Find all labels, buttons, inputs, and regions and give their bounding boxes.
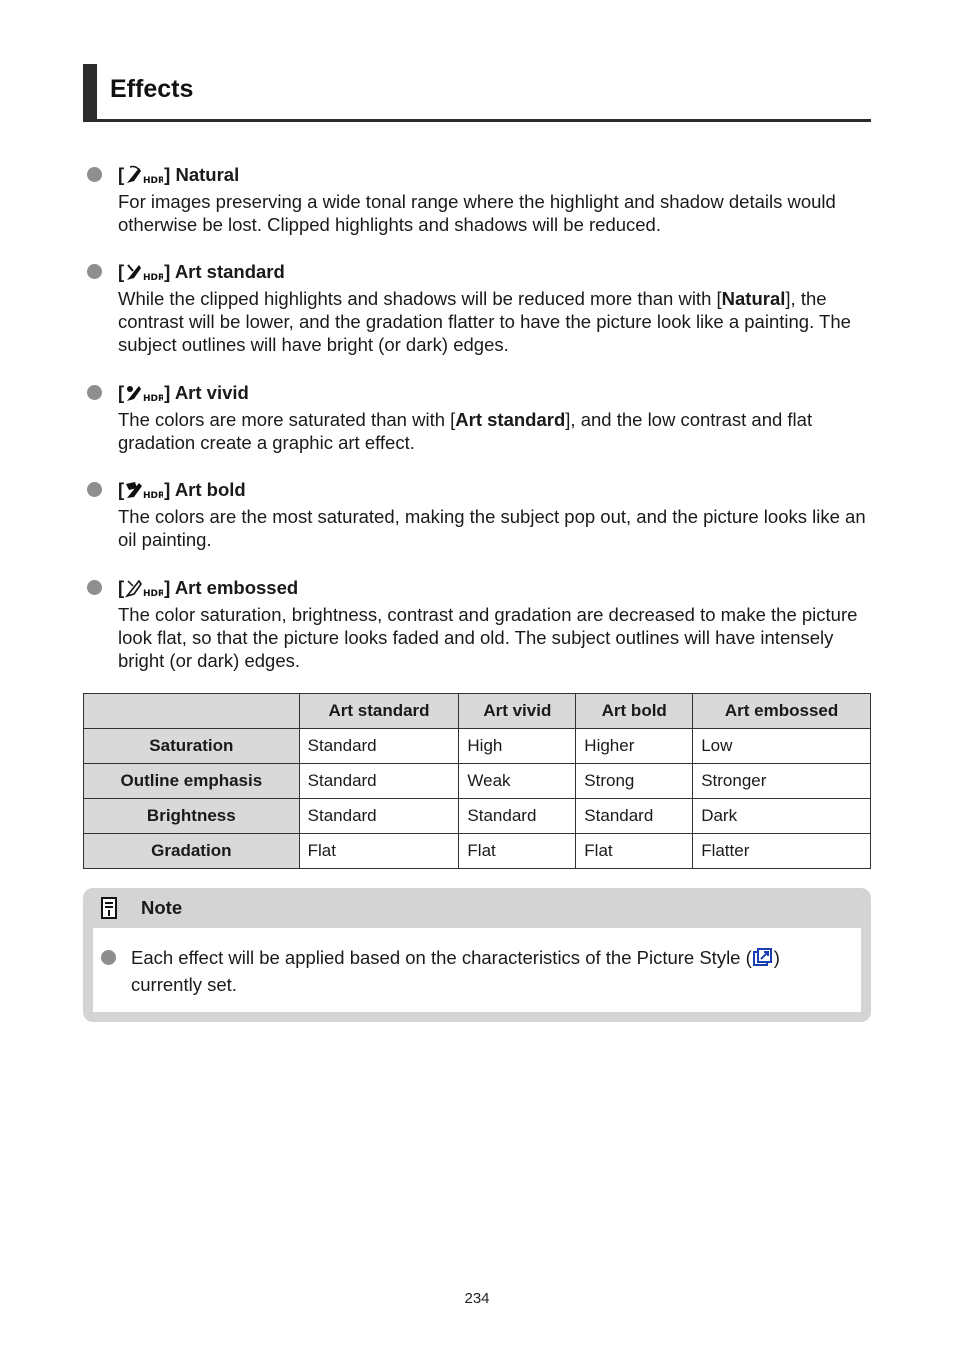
note-title: Note — [141, 897, 183, 918]
row-label: Outline emphasis — [84, 764, 300, 799]
effect-title-text: Art embossed — [174, 577, 299, 598]
heading-bar — [83, 64, 97, 121]
table-row — [84, 729, 871, 764]
table-header-cell: Art vivid — [459, 694, 576, 729]
effect-title-text: Natural — [175, 164, 240, 185]
table-cell: Stronger — [693, 764, 871, 799]
hdr-natural-icon — [125, 165, 163, 190]
table-cell: Flatter — [693, 834, 871, 869]
table-cell: Dark — [693, 799, 871, 834]
table-cell: High — [459, 729, 576, 764]
svg-text:HDR: HDR — [143, 491, 164, 500]
table-row — [84, 764, 871, 799]
row-label: Brightness — [84, 799, 300, 834]
hdr-art-vivid-icon — [125, 383, 163, 408]
effect-description: The color saturation, brightness, contrast and gradation are decreased to make the picture look flat, so that the picture looks faded and old. The subject outlines will have intensely bright (or dark) edges. — [118, 604, 858, 671]
effect-description: While the clipped highlights and shadows will be reduced more than with [Natural], the contrast will be lower, and the gradation flatter to have the picture look like a painting. The subject outlines will have bright (or dark) edges. — [118, 288, 851, 355]
svg-text:HDR: HDR — [143, 589, 164, 598]
picture-style-link-icon[interactable] — [752, 948, 774, 973]
hdr-art-standard-icon — [125, 262, 163, 287]
effect-title: [ HDR ] Natural — [118, 164, 239, 190]
hdr-art-embossed-icon — [125, 578, 163, 603]
page-title: Effects — [110, 75, 194, 103]
note-header — [83, 888, 871, 928]
table-cell: Higher — [576, 729, 693, 764]
svg-text:HDR: HDR — [143, 176, 164, 185]
table-header-cell: Art embossed — [693, 694, 871, 729]
table-header-cell — [84, 694, 300, 729]
effect-title-text: Art vivid — [174, 382, 249, 403]
table-cell: Flat — [576, 834, 693, 869]
table-header-cell: Art bold — [576, 694, 693, 729]
bullet-icon — [101, 950, 116, 965]
note-text: Each effect will be applied based on the characteristics of the Picture Style ( ) currently set. — [131, 947, 780, 995]
table-cell: Standard — [299, 799, 459, 834]
effect-title-text: Art bold — [174, 479, 246, 500]
svg-text:HDR: HDR — [143, 394, 164, 403]
table-cell: Weak — [459, 764, 576, 799]
section-heading — [83, 64, 871, 122]
table-header-row — [84, 694, 871, 729]
hdr-art-bold-icon — [125, 480, 163, 505]
table-row — [84, 799, 871, 834]
effect-title: [ HDR ] Art standard — [118, 261, 285, 287]
table-cell: Standard — [299, 764, 459, 799]
table-cell: Flat — [299, 834, 459, 869]
note-box — [83, 888, 871, 1022]
page-number: 234 — [464, 1290, 490, 1307]
table-cell: Flat — [459, 834, 576, 869]
effect-title: [ HDR ] Art embossed — [118, 577, 298, 603]
note-body — [93, 928, 861, 1012]
table-cell: Standard — [576, 799, 693, 834]
table-cell: Low — [693, 729, 871, 764]
svg-text:HDR: HDR — [143, 273, 164, 282]
effect-description: The colors are more saturated than with [Art standard], and the low contrast and flat gradation create a graphic art effect. — [118, 409, 813, 453]
bullet-icon — [87, 264, 102, 279]
effect-description: For images preserving a wide tonal range where the highlight and shadow details would otherwise be lost. Clipped highlights and shadows will be reduced. — [118, 191, 836, 235]
effect-title: [ HDR ] Art vivid — [118, 382, 249, 408]
table-row — [84, 834, 871, 869]
bullet-icon — [87, 482, 102, 497]
note-icon — [99, 896, 121, 925]
table-cell: Standard — [459, 799, 576, 834]
bullet-icon — [87, 385, 102, 400]
bullet-icon — [87, 167, 102, 182]
table-cell: Strong — [576, 764, 693, 799]
bullet-icon — [87, 580, 102, 595]
effect-description: The colors are the most saturated, making the subject pop out, and the picture looks like an oil painting. — [118, 506, 866, 550]
effects-comparison-table — [83, 693, 871, 869]
effect-title-text: Art standard — [174, 261, 285, 282]
table-cell: Standard — [299, 729, 459, 764]
effect-title: [ HDR ] Art bold — [118, 479, 246, 505]
table-header-cell: Art standard — [299, 694, 459, 729]
row-label: Gradation — [84, 834, 300, 869]
row-label: Saturation — [84, 729, 300, 764]
